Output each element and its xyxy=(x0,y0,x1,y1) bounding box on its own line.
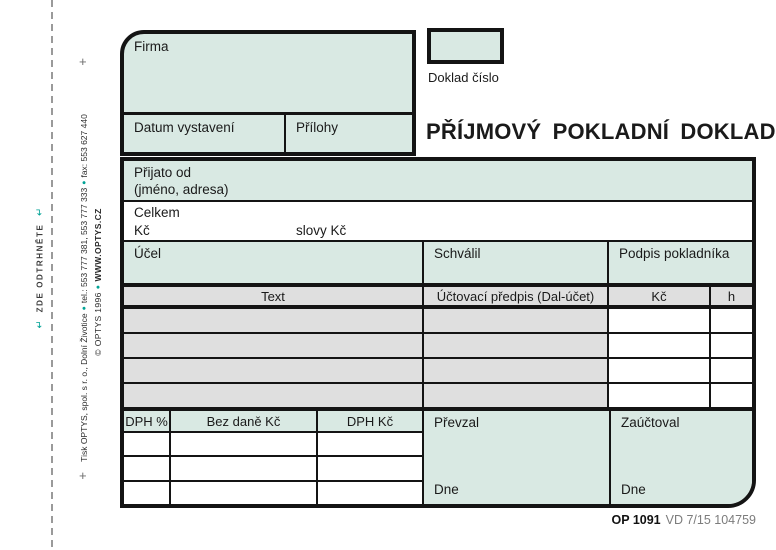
podpis-pokladnika-field[interactable] xyxy=(609,242,752,283)
tear-here-label: ↵ ZDE ODTRHNĚTE ↵ xyxy=(34,207,46,329)
zauctoval-label: Zaúčtoval xyxy=(621,415,680,430)
firma-field[interactable] xyxy=(124,34,412,115)
print-code xyxy=(612,513,756,527)
datum-vystaveni-field[interactable] xyxy=(124,115,286,152)
col-header-uctovaci-predpis: Účtovací předpis (Dal-účet) xyxy=(424,287,609,305)
row-uctovaci-cell[interactable] xyxy=(424,309,609,332)
celkem-label: Celkem xyxy=(134,205,180,220)
prijato-od-label: Přijato od xyxy=(134,165,192,180)
date-attachments-row xyxy=(124,115,412,152)
col-header-text: Text xyxy=(124,287,424,305)
table-row xyxy=(124,384,752,411)
row-kc-cell[interactable] xyxy=(609,309,711,332)
row-uctovaci-cell[interactable] xyxy=(424,384,609,407)
row-h-cell[interactable] xyxy=(711,309,752,332)
row-h-cell[interactable] xyxy=(711,384,752,407)
items-table-header xyxy=(124,287,752,309)
col-header-dph-pct: DPH % xyxy=(124,411,171,431)
col-header-dph-kc: DPH Kč xyxy=(346,413,394,429)
row-text-cell[interactable] xyxy=(124,334,424,357)
row-text-cell[interactable] xyxy=(124,384,424,407)
ucel-field[interactable] xyxy=(124,242,424,283)
bottom-section xyxy=(124,411,752,504)
row-text-cell[interactable] xyxy=(124,359,424,382)
vat-base-cell[interactable] xyxy=(171,482,318,504)
printer-info-line: Tisk OPTYS, spol. s r. o., Dolní Životice●tel.: 553 777 381, 553 777 333●fax: 553 627 440 xyxy=(79,114,89,462)
company-header-block xyxy=(120,30,416,156)
vat-base-cell[interactable] xyxy=(171,433,318,455)
registration-mark-top: + xyxy=(79,54,87,69)
form-title: PŘÍJMOVÝ POKLADNÍ DOKLAD xyxy=(426,119,776,144)
purpose-row xyxy=(124,242,752,287)
print-code-info: VD 7/15 104759 xyxy=(665,513,756,527)
doklad-cislo-label: Doklad číslo xyxy=(428,70,499,85)
website-label: WWW.OPTYS.CZ xyxy=(93,208,103,282)
slovy-kc-label: slovy Kč xyxy=(296,223,347,238)
bullet-icon: ● xyxy=(81,306,88,311)
vat-pct-cell[interactable] xyxy=(124,482,171,504)
vat-amount-cell[interactable] xyxy=(318,482,422,504)
row-text-cell[interactable] xyxy=(124,309,424,332)
zauctoval-field[interactable] xyxy=(611,411,752,504)
schvalil-label: Schválil xyxy=(434,246,481,261)
col-header-bez-dane: Bez daně Kč xyxy=(171,411,318,431)
row-h-cell[interactable] xyxy=(711,334,752,357)
vat-amount-cell[interactable] xyxy=(318,457,422,479)
dne-label: Dne xyxy=(621,482,646,497)
kc-label: Kč xyxy=(134,223,150,238)
vat-amount-cell[interactable] xyxy=(318,433,422,455)
prilohy-field[interactable] xyxy=(286,115,412,152)
row-kc-cell[interactable] xyxy=(609,359,711,382)
row-h-cell[interactable] xyxy=(711,359,752,382)
row-kc-cell[interactable] xyxy=(609,384,711,407)
bullet-icon: ● xyxy=(95,284,102,290)
prijato-od-sublabel: (jméno, adresa) xyxy=(134,181,229,197)
prevzal-label: Převzal xyxy=(434,415,480,430)
vat-table xyxy=(124,411,424,504)
bullet-icon: ● xyxy=(81,180,88,185)
vat-row xyxy=(124,457,422,481)
row-uctovaci-cell[interactable] xyxy=(424,359,609,382)
table-row xyxy=(124,309,752,334)
tear-dashed-line xyxy=(51,0,53,550)
vat-pct-cell[interactable] xyxy=(124,433,171,455)
vat-base-cell[interactable] xyxy=(171,457,318,479)
table-row xyxy=(124,359,752,384)
items-table-body xyxy=(124,309,752,411)
tear-arrow-icon: ↵ xyxy=(34,207,46,216)
registration-mark-bottom: + xyxy=(79,468,87,483)
col-header-kc: Kč xyxy=(609,287,711,305)
doklad-cislo-field[interactable] xyxy=(427,28,504,64)
vat-row xyxy=(124,482,422,504)
vat-table-header xyxy=(124,411,422,433)
row-uctovaci-cell[interactable] xyxy=(424,334,609,357)
ucel-label: Účel xyxy=(134,246,162,261)
receipt-main-block xyxy=(120,157,756,508)
print-code-number: OP 1091 xyxy=(611,513,661,527)
schvalil-field[interactable] xyxy=(424,242,609,283)
table-row xyxy=(124,334,752,359)
prevzal-field[interactable] xyxy=(424,411,611,504)
col-header-h: h xyxy=(727,288,736,304)
vat-row xyxy=(124,433,422,457)
tear-arrow-icon: ↵ xyxy=(34,320,46,329)
row-kc-cell[interactable] xyxy=(609,334,711,357)
vat-pct-cell[interactable] xyxy=(124,457,171,479)
vat-table-body xyxy=(124,433,422,504)
prilohy-label: Přílohy xyxy=(296,120,339,135)
firma-label: Firma xyxy=(134,39,169,54)
datum-vystaveni-label: Datum vystavení xyxy=(134,120,235,135)
celkem-field[interactable] xyxy=(124,202,752,242)
copyright-line: © OPTYS 1996●WWW.OPTYS.CZ xyxy=(93,208,103,356)
podpis-pokladnika-label: Podpis pokladníka xyxy=(619,246,730,261)
prijato-od-field[interactable] xyxy=(124,161,752,202)
dne-label: Dne xyxy=(434,482,459,497)
